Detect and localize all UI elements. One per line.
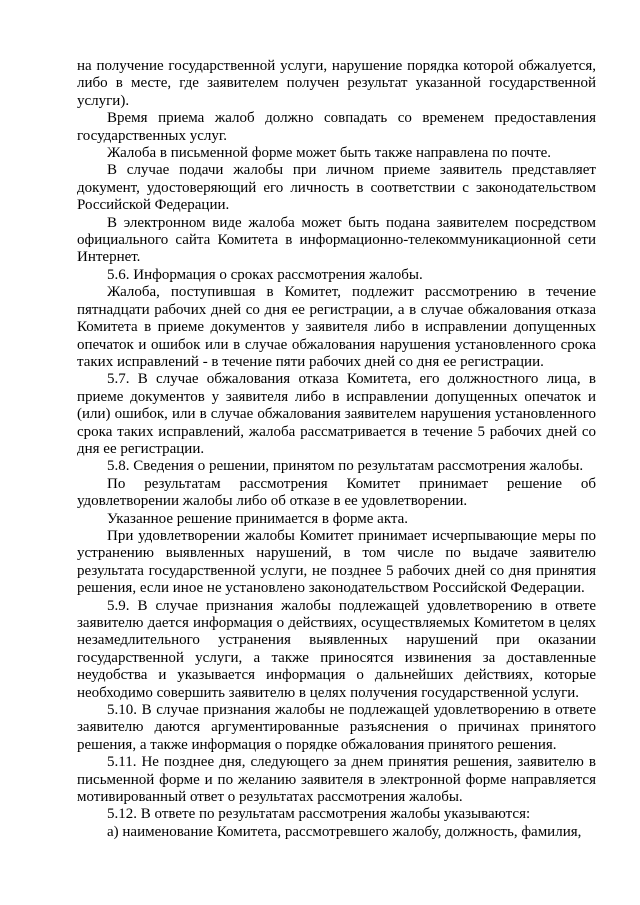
section-5-11: 5.11. Не позднее дня, следующего за днем принятия решения, заявителю в письменной форме и по желанию заявителя в электронной форме направляется мотивированный ответ о результатах рассмотрения жалобы. — [77, 754, 596, 806]
section-5-12: 5.12. В ответе по результатам рассмотрения жалобы указываются: — [107, 806, 531, 823]
section-5-10: 5.10. В случае признания жалобы не подлежащей удовлетворению в ответе заявителю даются аргументированные разъяснения о причинах принятого решения, а также информация о порядке обжалования принятого решения. — [77, 702, 596, 753]
section-5-8-heading: 5.8. Сведения о решении, принятом по результатам рассмотрения жалобы. — [107, 458, 584, 475]
section-5-9: 5.9. В случае признания жалобы подлежащей удовлетворению в ответе заявителю дается информация о действиях, осуществляемых Комитетом в целях незамедлительного устранения выявленных нарушений при оказании государственной услуги, а также приносятся извинения за доставленные неудобства и указывается информация о дальнейших действиях, которые необходимо совершить заявителю в целях получения государственной услуги. — [77, 597, 596, 701]
paragraph-reception-time: Время приема жалоб должно совпадать со временем предоставления государственных услуг. — [77, 110, 596, 144]
paragraph-review-terms: Жалоба, поступившая в Комитет, подлежит рассмотрению в течение пятнадцати рабочих дней со дня ее регистрации, а в случае обжалования отказа Комитета в приеме документов у заявителя либо в исправлении допущенных опечаток и ошибок или в случае обжалования нарушения установленного срока таких исправлений - в течение пяти рабочих дней со дня ее регистрации. — [77, 284, 596, 370]
paragraph-mail: Жалоба в письменной форме может быть также направлена по почте. — [107, 145, 552, 162]
document-body — [77, 58, 596, 841]
paragraph-personal-reception: В случае подачи жалобы при личном приеме заявитель представляет документ, удостоверяющий его личность в соответствии с законодательством Российской Федерации. — [77, 162, 596, 214]
section-5-7: 5.7. В случае обжалования отказа Комитета, его должностного лица, в приеме документов у заявителя либо в исправлении допущенных опечаток и (или) ошибок, или в случае обжалования заявителем нарушения установленного срока таких исправлений, жалоба рассматривается в течение 5 рабочих дней со дня ее регистрации. — [77, 371, 596, 457]
paragraph-act-form: Указанное решение принимается в форме акта. — [107, 510, 409, 527]
paragraph-decision: По результатам рассмотрения Комитет принимает решение об удовлетворении жалобы либо об отказе в ее удовлетворении. — [77, 475, 596, 510]
list-item-a: а) наименование Комитета, рассмотревшего жалобу, должность, фамилия, — [107, 823, 582, 840]
paragraph-electronic: В электронном виде жалоба может быть подана заявителем посредством официального сайта Комитета в информационно-телекоммуникационной сети Интернет. — [77, 214, 596, 266]
paragraph-satisfaction-measures: При удовлетворении жалобы Комитет принимает исчерпывающие меры по устранению выявленных нарушений, в том числе по выдаче заявителю результата государственной услуги, не позднее 5 рабочих дней со дня принятия решения, если иное не установлено законодательством Российской Федерации. — [77, 527, 596, 597]
section-5-6-heading: 5.6. Информация о сроках рассмотрения жалобы. — [107, 266, 423, 283]
paragraph-continuation: на получение государственной услуги, нарушение порядка которой обжалуется, либо в месте, где заявителем получен результат указанной государственной услуги). — [77, 58, 596, 109]
